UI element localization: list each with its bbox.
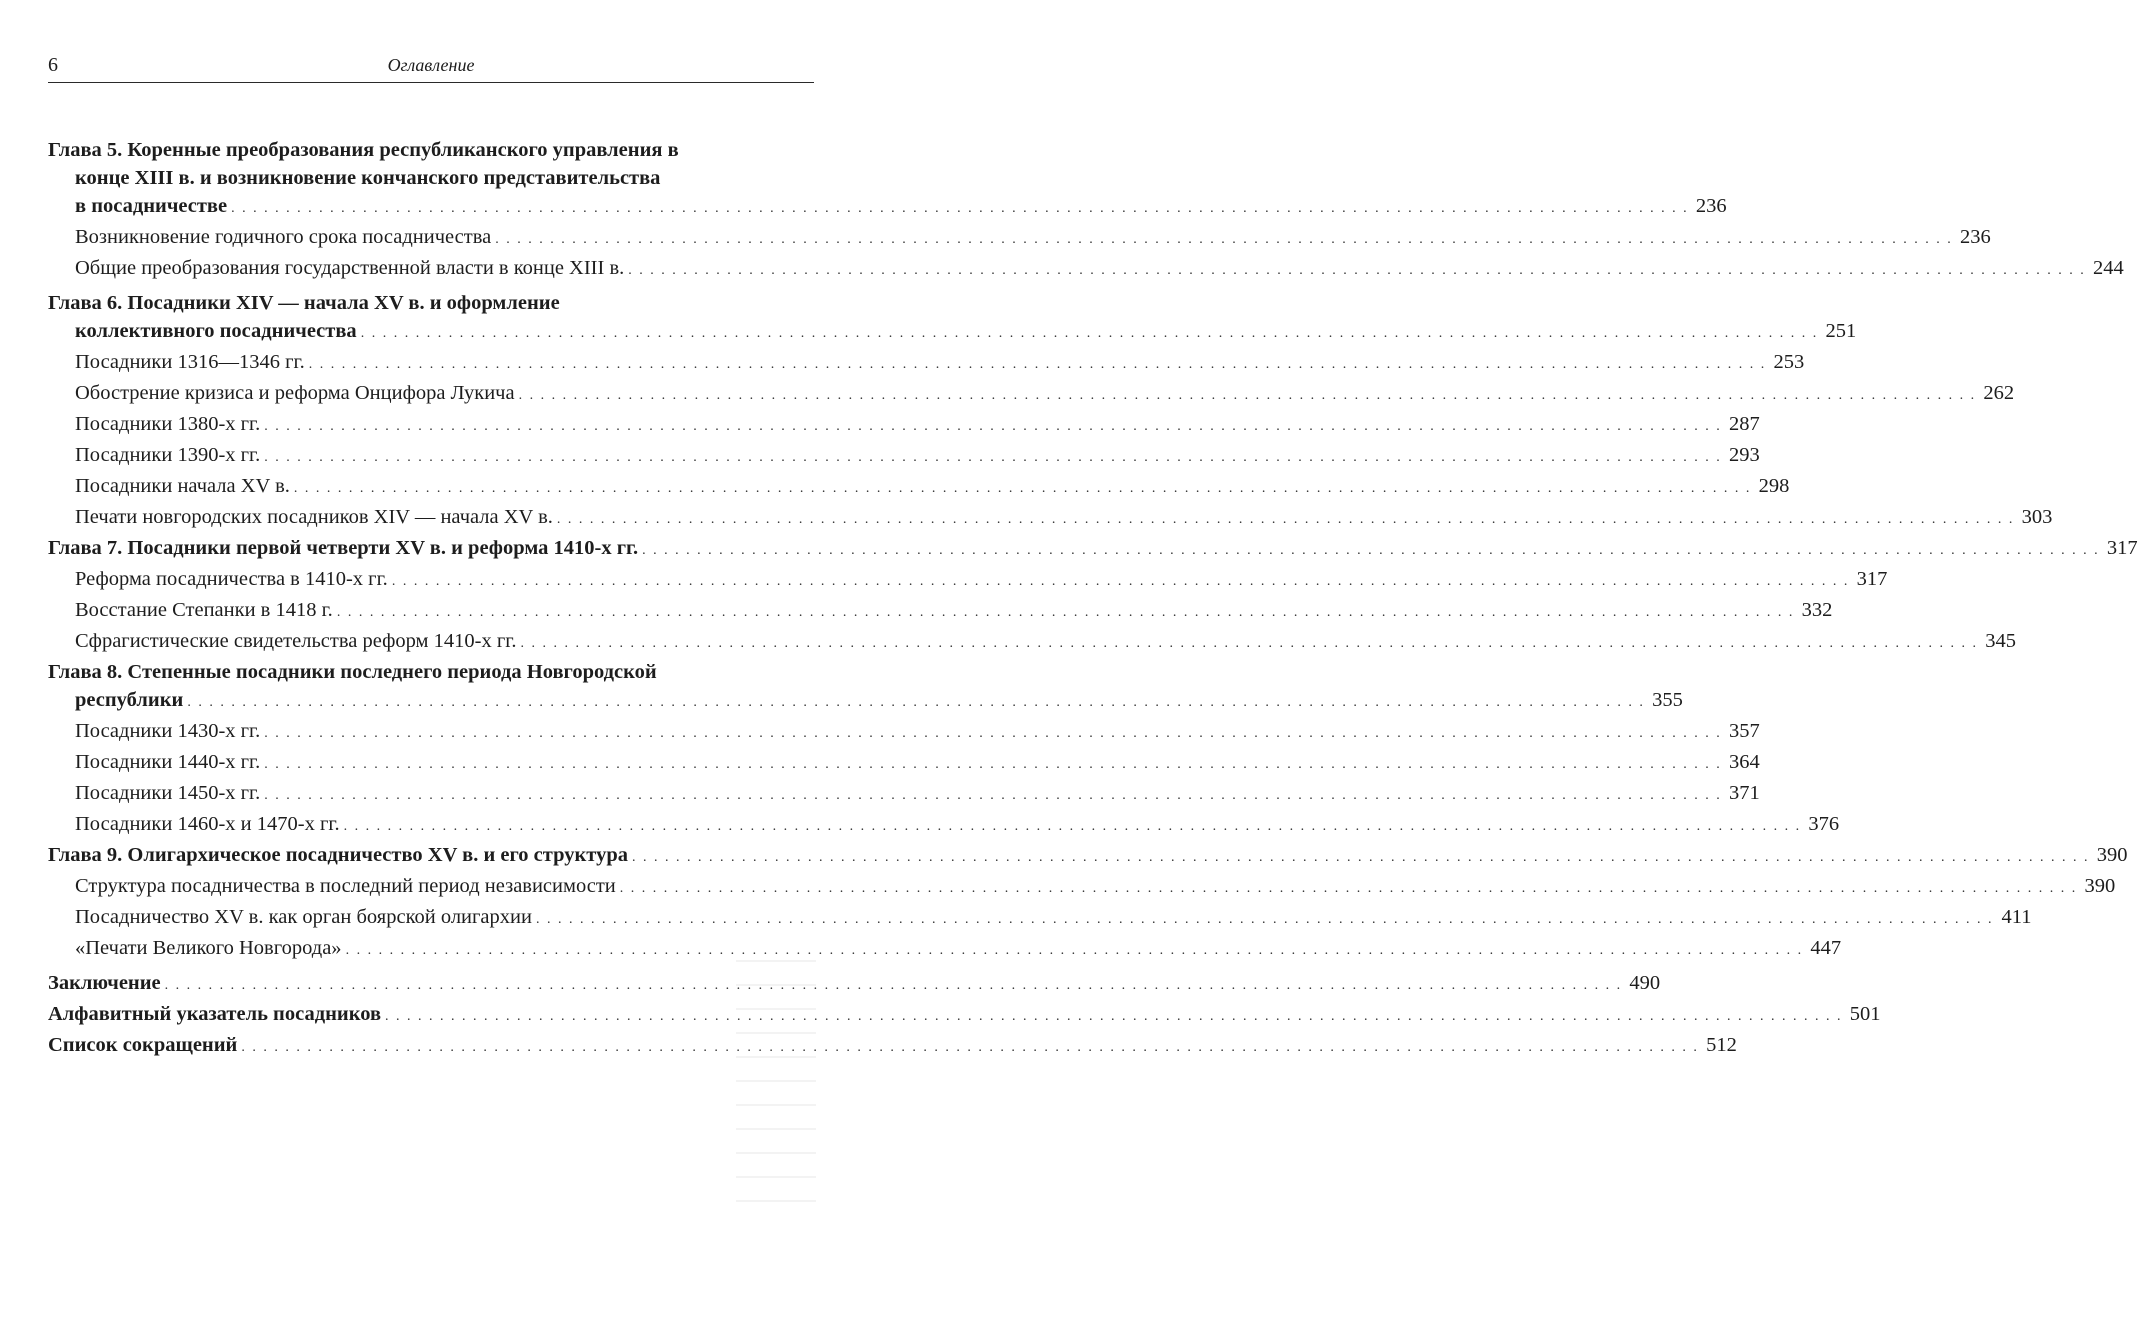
page-ref: 376 — [1808, 813, 1840, 835]
toc-section[interactable] — [48, 379, 2015, 410]
section-title: Посадники начала XV в. — [75, 475, 290, 497]
toc-section[interactable] — [48, 503, 2053, 534]
page-ref: 447 — [1810, 937, 1842, 959]
toc-chapter — [48, 841, 2128, 965]
section-title: Посадники 1380-х гг. — [75, 413, 261, 435]
page-ref: 317 — [1856, 568, 1888, 590]
page-ref: 244 — [2093, 257, 2124, 279]
back-matter-title: Алфавитный указатель посадников — [48, 1003, 382, 1025]
section-title: Посадничество XV в. как орган боярской олигархии — [75, 906, 532, 928]
toc-entry[interactable] — [48, 534, 2138, 565]
page-ref: 390 — [2096, 844, 2128, 866]
back-matter-title: Заключение — [48, 972, 161, 994]
chapter-title-final: Глава 7. Посадники первой четверти XV в. и реформа 1410-х гг. — [48, 537, 639, 559]
chapter-title-final: республики — [75, 689, 184, 711]
dot-leader — [521, 630, 1979, 658]
toc-section[interactable] — [48, 872, 2116, 903]
section-title: Посадники 1390-х гг. — [75, 444, 261, 466]
dot-leader — [165, 972, 1623, 1000]
toc-chapter — [48, 658, 1840, 841]
section-title: Посадники 1450-х гг. — [75, 782, 261, 804]
chapter-title: конце XIII в. и возникновение кончанского представительства — [75, 167, 661, 189]
chapter-title-final: коллективного посадничества — [75, 320, 357, 342]
page-ref: 364 — [1729, 751, 1760, 773]
back-matter-title: Список сокращений — [48, 1034, 238, 1056]
page-ref: 512 — [1706, 1034, 1737, 1056]
toc-entry[interactable] — [48, 1031, 1737, 1062]
table-of-contents — [48, 136, 2138, 1062]
dot-leader — [632, 844, 2090, 872]
page-header — [48, 52, 814, 83]
page-ref: 317 — [2106, 537, 2138, 559]
toc-section[interactable] — [48, 472, 1790, 503]
chapter-title-line — [48, 136, 802, 164]
dot-leader — [642, 537, 2100, 565]
section-title: «Печати Великого Новгорода» — [75, 937, 342, 959]
toc-entry[interactable] — [48, 686, 1683, 717]
dot-leader — [264, 782, 1722, 810]
toc-section[interactable] — [48, 810, 1840, 841]
page-number: 6 — [48, 54, 58, 76]
chapter-title-line — [48, 658, 802, 686]
page-ref: 490 — [1629, 972, 1661, 994]
chapter-title: Глава 5. Коренные преобразования республиканского управления в — [48, 139, 679, 161]
page-ref: 287 — [1729, 413, 1760, 435]
page-ref: 345 — [1985, 630, 2016, 652]
toc-section[interactable] — [48, 441, 1760, 472]
page-ref: 411 — [2001, 906, 2032, 928]
dot-leader — [294, 475, 1752, 503]
section-title: Общие преобразования государственной власти в конце XIII в. — [75, 257, 625, 279]
section-title: Структура посадничества в последний период независимости — [75, 875, 616, 897]
dot-leader — [620, 875, 2078, 903]
page-ref: 251 — [1825, 320, 1857, 342]
chapter-title: Глава 6. Посадники XIV — начала XV в. и оформление — [48, 292, 560, 314]
section-title: Реформа посадничества в 1410-х гг. — [75, 568, 388, 590]
bleed-through — [736, 960, 816, 1220]
toc-chapter — [48, 289, 2053, 534]
running-title: Оглавление — [387, 55, 475, 75]
section-title: Посадники 1440-х гг. — [75, 751, 261, 773]
dot-leader — [309, 351, 1767, 379]
toc-section[interactable] — [48, 903, 2032, 934]
dot-leader — [337, 599, 1795, 627]
dot-leader — [241, 1034, 1699, 1062]
section-title: Посадники 1460-х и 1470-х гг. — [75, 813, 340, 835]
page-ref: 253 — [1773, 351, 1805, 373]
chapter-title-line — [48, 289, 802, 317]
toc-chapter — [48, 534, 2138, 658]
toc-section[interactable] — [48, 717, 1760, 748]
page-ref: 303 — [2021, 506, 2053, 528]
toc-section[interactable] — [48, 627, 2016, 658]
section-title: Обострение кризиса и реформа Онцифора Лукича — [75, 382, 515, 404]
page-ref: 390 — [2084, 875, 2116, 897]
chapter-title-line — [48, 164, 802, 192]
toc-back-matter — [48, 969, 1881, 1062]
toc-section[interactable] — [48, 223, 1991, 254]
page-ref: 262 — [1983, 382, 2015, 404]
dot-leader — [536, 906, 1994, 934]
toc-section[interactable] — [48, 348, 1805, 379]
toc-section[interactable] — [48, 934, 1842, 965]
toc-section[interactable] — [48, 565, 1888, 596]
page-ref: 236 — [1695, 195, 1727, 217]
page-ref: 236 — [1960, 226, 1991, 248]
dot-leader — [187, 689, 1645, 717]
chapter-title-final: Глава 9. Олигархическое посадничество XV в. и его структура — [48, 844, 628, 866]
toc-entry[interactable] — [48, 841, 2128, 872]
dot-leader — [344, 813, 1802, 841]
toc-chapter — [48, 136, 2124, 285]
toc-section[interactable] — [48, 410, 1760, 441]
toc-entry[interactable] — [48, 192, 1727, 223]
page-ref: 355 — [1652, 689, 1683, 711]
dot-leader — [385, 1003, 1843, 1031]
toc-section[interactable] — [48, 779, 1760, 810]
dot-leader — [346, 937, 1804, 965]
chapter-title: Глава 8. Степенные посадники последнего периода Новгородской — [48, 661, 657, 683]
dot-leader — [557, 506, 2015, 534]
section-title: Восстание Степанки в 1418 г. — [75, 599, 333, 621]
toc-section[interactable] — [48, 748, 1760, 779]
toc-entry[interactable] — [48, 1000, 1881, 1031]
section-title: Посадники 1316—1346 гг. — [75, 351, 305, 373]
page-ref: 357 — [1729, 720, 1760, 742]
dot-leader — [628, 257, 2086, 285]
page-ref: 293 — [1729, 444, 1760, 466]
toc-entry[interactable] — [48, 317, 1857, 348]
dot-leader — [495, 226, 1953, 254]
chapter-title-final: в посадничестве — [75, 195, 228, 217]
toc-section[interactable] — [48, 596, 1833, 627]
section-title: Печати новгородских посадников XIV — начала XV в. — [75, 506, 553, 528]
dot-leader — [519, 382, 1977, 410]
dot-leader — [264, 751, 1722, 779]
dot-leader — [264, 413, 1722, 441]
page-ref: 298 — [1758, 475, 1790, 497]
page-ref: 332 — [1801, 599, 1833, 621]
section-title: Сфрагистические свидетельства реформ 1410-х гг. — [75, 630, 517, 652]
dot-leader — [264, 444, 1722, 472]
section-title: Посадники 1430-х гг. — [75, 720, 261, 742]
dot-leader — [361, 320, 1819, 348]
section-title: Возникновение годичного срока посадничества — [75, 226, 492, 248]
dot-leader — [264, 720, 1722, 748]
toc-section[interactable] — [48, 254, 2124, 285]
toc-entry[interactable] — [48, 969, 1661, 1000]
page-ref: 371 — [1729, 782, 1760, 804]
dot-leader — [392, 568, 1850, 596]
dot-leader — [231, 195, 1689, 223]
page-ref: 501 — [1849, 1003, 1881, 1025]
